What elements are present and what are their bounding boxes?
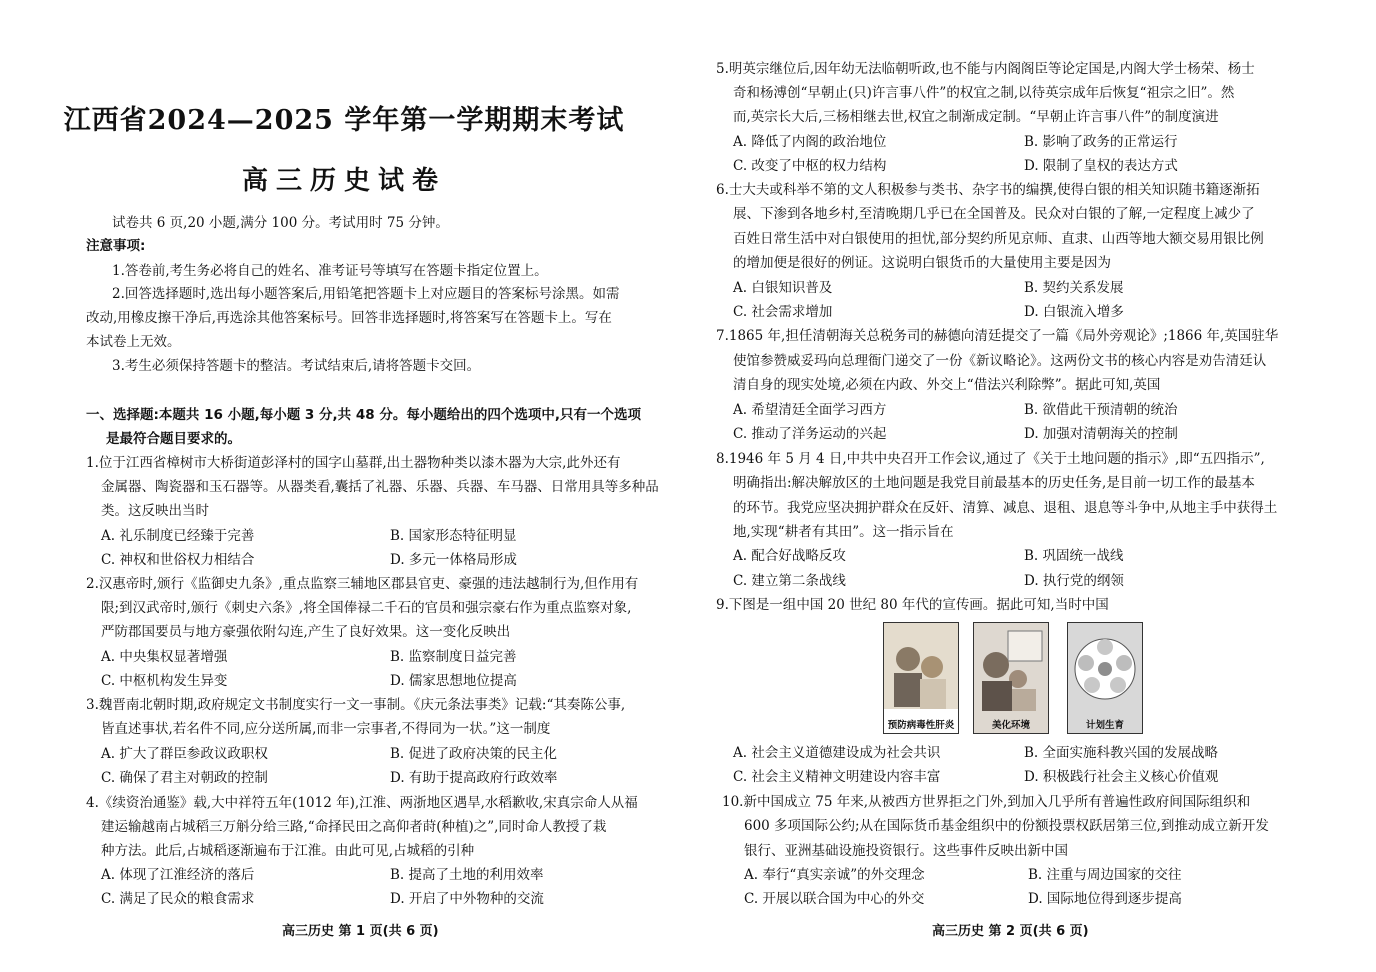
option-d: D. 加强对清朝海关的控制 bbox=[1024, 426, 1178, 442]
option-b: B. 契约关系发展 bbox=[1024, 280, 1124, 296]
section-heading: 一、选择题:本题共 16 小题,每小题 3 分,共 48 分。每小题给出的四个选项中,只有一个选项 bbox=[86, 407, 641, 423]
question-7-line: 7.1865 年,担任清朝海关总税务司的赫德向清廷提交了一篇《局外旁观论》;1866 年,英国驻华 bbox=[716, 328, 1279, 344]
option-c: C. 开展以联合国为中心的外交 bbox=[744, 891, 925, 907]
question-7-line: 使馆参赞威妥玛向总理衙门递交了一份《新议略论》。这两份文书的核心内容是劝告清廷认 bbox=[733, 353, 1267, 369]
note-line: 本试卷上无效。 bbox=[86, 334, 181, 350]
question-6-line: 百姓日常生活中对白银使用的担忧,部分契约所见京师、直隶、山西等地大额交易用银比例 bbox=[733, 231, 1264, 247]
section-heading: 是最符合题目要求的。 bbox=[106, 431, 241, 447]
option-b: B. 欲借此干预清朝的统治 bbox=[1024, 402, 1178, 418]
option-b: B. 提高了土地的利用效率 bbox=[390, 867, 544, 883]
option-d: D. 有助于提高政府行政效率 bbox=[390, 770, 558, 786]
option-b: B. 巩固统一战线 bbox=[1024, 548, 1124, 564]
option-d: D. 儒家思想地位提高 bbox=[390, 673, 517, 689]
question-2-line: 2.汉惠帝时,颁行《监御史九条》,重点监察三辅地区郡县官吏、豪强的违法越制行为,但作用有 bbox=[86, 576, 639, 592]
propaganda-poster bbox=[1067, 622, 1143, 734]
question-4-line: 建运输越南占城稻三万斛分给三路,“命择民田之高仰者莳(种植)之”,同时命人教授了栽 bbox=[101, 819, 607, 835]
question-3-line: 皆直述事状,若名件不同,应分送所属,而非一宗事者,不得同为一状。”这一制度 bbox=[101, 721, 551, 737]
question-2-line: 限;到汉武帝时,颁行《刺史六条》,将全国俸禄二千石的官员和强宗豪右作为重点监察对象, bbox=[101, 600, 632, 616]
page-footer-right: 高三历史 第 2 页(共 6 页) bbox=[932, 924, 1089, 939]
question-6-line: 的增加便是很好的例证。这说明白银货币的大量使用主要是因为 bbox=[733, 255, 1111, 271]
page-right bbox=[688, 0, 1376, 972]
option-c: C. 社会需求增加 bbox=[733, 304, 833, 320]
option-d: D. 开启了中外物种的交流 bbox=[390, 891, 544, 907]
option-b: B. 国家形态特征明显 bbox=[390, 528, 517, 544]
poster-caption: 预防病毒性肝炎 bbox=[887, 720, 955, 731]
question-6-line: 6.士大夫或科举不第的文人积极参与类书、杂字书的编撰,使得白银的相关知识随书籍逐渐拓 bbox=[716, 182, 1260, 198]
option-b: B. 监察制度日益完善 bbox=[390, 649, 517, 665]
option-d: D. 多元一体格局形成 bbox=[390, 552, 517, 568]
option-a: A. 扩大了群臣参政议政职权 bbox=[101, 746, 268, 762]
question-9-line: 9.下图是一组中国 20 世纪 80 年代的宣传画。据此可知,当时中国 bbox=[716, 597, 1109, 613]
option-a: A. 奉行“真实亲诚”的外交理念 bbox=[744, 867, 925, 883]
question-5-line: 而,英宗长大后,三杨相继去世,权宜之制渐成定制。“早朝止许言事八件”的制度演进 bbox=[733, 109, 1219, 125]
note-line: 改动,用橡皮擦干净后,再选涂其他答案标号。回答非选择题时,将答案写在答题卡上。写在 bbox=[86, 310, 612, 326]
option-a: A. 白银知识普及 bbox=[733, 280, 833, 296]
question-10-line: 10.新中国成立 75 年来,从被西方世界拒之门外,到加入几乎所有普遍性政府间国际组织和 bbox=[722, 794, 1251, 810]
option-a: A. 中央集权显著增强 bbox=[101, 649, 228, 665]
option-d: D. 国际地位得到逐步提高 bbox=[1028, 891, 1182, 907]
option-a: A. 降低了内阁的政治地位 bbox=[733, 134, 887, 150]
question-6-line: 展、下渗到各地乡村,至清晚期几乎已在全国普及。民众对白银的了解,一定程度上减少了 bbox=[733, 206, 1255, 222]
option-c: C. 神权和世俗权力相结合 bbox=[101, 552, 255, 568]
option-c: C. 推动了洋务运动的兴起 bbox=[733, 426, 887, 442]
option-b: B. 促进了政府决策的民主化 bbox=[390, 746, 558, 762]
question-2-line: 严防郡国要员与地方豪强依附勾连,产生了良好效果。这一变化反映出 bbox=[101, 624, 511, 640]
question-1-line: 金属器、陶瓷器和玉石器等。从器类看,囊括了礼器、乐器、兵器、车马器、日常用具等多种品 bbox=[101, 479, 659, 495]
option-b: B. 影响了政务的正常运行 bbox=[1024, 134, 1178, 150]
question-5-line: 5.明英宗继位后,因年幼无法临朝听政,也不能与内阁阁臣等论定国是,内阁大学士杨荣、杨士 bbox=[716, 61, 1255, 77]
poster-caption: 美化环境 bbox=[991, 720, 1030, 731]
question-1-line: 类。这反映出当时 bbox=[101, 503, 209, 519]
note-line: 1.答卷前,考生务必将自己的姓名、准考证号等填写在答题卡指定位置上。 bbox=[112, 263, 548, 279]
exam-title: 江西省2024—2025 学年第一学期期末考试 bbox=[63, 105, 625, 136]
option-d: D. 积极践行社会主义核心价值观 bbox=[1024, 769, 1219, 785]
option-b: B. 注重与周边国家的交往 bbox=[1028, 867, 1182, 883]
note-line: 2.回答选择题时,选出每小题答案后,用铅笔把答题卡上对应题目的答案标号涂黑。如需 bbox=[112, 286, 620, 302]
option-a: A. 希望清廷全面学习西方 bbox=[733, 402, 887, 418]
option-d: D. 白银流入增多 bbox=[1024, 304, 1124, 320]
question-8-line: 8.1946 年 5 月 4 日,中共中央召开工作会议,通过了《关于土地问题的指示》,即“五四指示”, bbox=[716, 451, 1265, 467]
propaganda-poster bbox=[883, 622, 959, 734]
option-c: C. 社会主义精神文明建设内容丰富 bbox=[733, 769, 941, 785]
question-10-line: 600 多项国际公约;从在国际货币基金组织中的份额投票权跃居第三位,到推动成立新开发 bbox=[744, 818, 1269, 834]
note-line: 3.考生必须保持答题卡的整洁。考试结束后,请将答题卡交回。 bbox=[112, 358, 481, 374]
question-4-line: 4.《续资治通鉴》载,大中祥符五年(1012 年),江淮、两浙地区遇旱,水稻歉收,宋真宗命人从福 bbox=[86, 795, 638, 811]
option-c: C. 改变了中枢的权力结构 bbox=[733, 158, 887, 174]
question-4-line: 种方法。此后,占城稻逐渐遍布于江淮。由此可见,占城稻的引种 bbox=[101, 843, 475, 859]
propaganda-poster bbox=[973, 622, 1049, 734]
option-c: C. 建立第二条战线 bbox=[733, 573, 846, 589]
option-a: A. 礼乐制度已经臻于完善 bbox=[101, 528, 255, 544]
question-5-line: 奇和杨溥创“早朝止(只)许言事八件”的权宜之制,以待英宗成年后恢复“祖宗之旧”。然 bbox=[733, 85, 1235, 101]
option-c: C. 确保了君主对朝政的控制 bbox=[101, 770, 268, 786]
option-a: A. 配合好战略反攻 bbox=[733, 548, 846, 564]
exam-subtitle: 高三历史试卷 bbox=[241, 166, 446, 196]
question-8-line: 地,实现“耕者有其田”。这一指示旨在 bbox=[733, 524, 954, 540]
option-d: D. 执行党的纲领 bbox=[1024, 573, 1124, 589]
question-8-line: 的环节。我党应坚决拥护群众在反奸、清算、减息、退租、退息等斗争中,从地主手中获得土 bbox=[733, 500, 1278, 516]
exam-intro: 试卷共 6 页,20 小题,满分 100 分。考试用时 75 分钟。 bbox=[112, 215, 449, 231]
question-7-line: 清自身的现实处境,必须在内政、外交上“借法兴利除弊”。据此可知,英国 bbox=[733, 377, 1161, 393]
option-a: A. 社会主义道德建设成为社会共识 bbox=[733, 745, 941, 761]
question-3-line: 3.魏晋南北朝时期,政府规定文书制度实行一文一事制。《庆元条法事类》记载:“其奏陈公事, bbox=[86, 697, 626, 713]
option-a: A. 体现了江淮经济的落后 bbox=[101, 867, 255, 883]
poster-caption: 计划生育 bbox=[1085, 720, 1124, 731]
option-c: C. 中枢机构发生异变 bbox=[101, 673, 228, 689]
option-d: D. 限制了皇权的表达方式 bbox=[1024, 158, 1178, 174]
page-footer-left: 高三历史 第 1 页(共 6 页) bbox=[282, 924, 439, 939]
question-1-line: 1.位于江西省樟树市大桥街道彭泽村的国字山墓群,出土器物种类以漆木器为大宗,此外还有 bbox=[86, 455, 621, 471]
option-c: C. 满足了民众的粮食需求 bbox=[101, 891, 255, 907]
question-10-line: 银行、亚洲基础设施投资银行。这些事件反映出新中国 bbox=[744, 843, 1068, 859]
question-8-line: 明确指出:解决解放区的土地问题是我党目前最基本的历史任务,是目前一切工作的最基本 bbox=[733, 475, 1255, 491]
notes-heading: 注意事项: bbox=[86, 238, 146, 254]
option-b: B. 全面实施科教兴国的发展战略 bbox=[1024, 745, 1219, 761]
